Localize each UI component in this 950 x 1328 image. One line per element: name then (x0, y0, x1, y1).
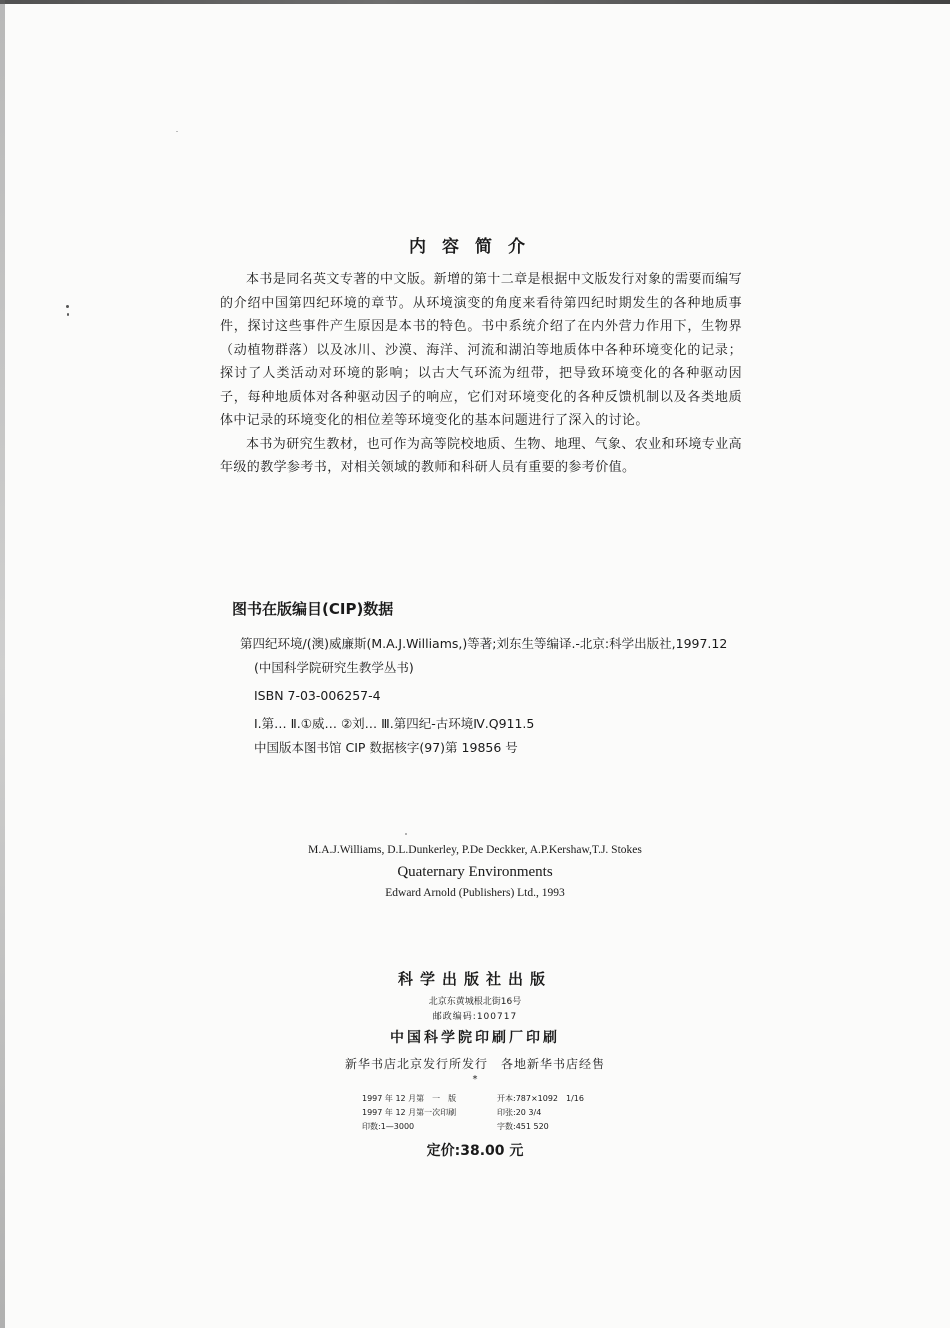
summary-text (220, 268, 742, 480)
cip-entry: 第四纪环境/(澳)威廉斯(M.A.J.Williams,)等著;刘东生等编译.-北京:科学出版社,1997.12 (240, 636, 728, 651)
cip-isbn: ISBN 7-03-006257-4 (254, 688, 381, 703)
spec-sheets: 印张:20 3/4 (497, 1108, 542, 1117)
scan-speck (176, 131, 178, 132)
original-title: Quaternary Environments (397, 864, 553, 880)
cip-block (220, 632, 742, 760)
original-authors: M.A.J.Williams, D.L.Dunkerley, P.De Deckker, A.P.Kershaw,T.J. Stokes (308, 844, 642, 856)
original-edition-block (0, 844, 950, 899)
page-top-edge (0, 0, 950, 4)
scan-speck (66, 305, 69, 308)
scan-speck (67, 313, 69, 316)
scan-speck (405, 833, 407, 835)
distribution-line: 新华书店北京发行所发行 各地新华书店经售 (344, 1057, 605, 1071)
cip-title: 图书在版编目(CIP)数据 (232, 600, 394, 618)
cip-record-number: 中国版本图书馆 CIP 数据核字(97)第 19856 号 (254, 740, 518, 755)
spec-format: 开本:787×1092 1/16 (497, 1094, 584, 1103)
original-publisher: Edward Arnold (Publishers) Ltd., 1993 (385, 887, 565, 899)
spec-edition: 1997 年 12 月第 一 版 (362, 1094, 457, 1103)
cip-classification: Ⅰ.第… Ⅱ.①威… ②刘… Ⅲ.第四纪-古环境Ⅳ.Q911.5 (254, 716, 535, 731)
printer-name: 中国科学院印刷厂印刷 (390, 1030, 560, 1046)
summary-paragraph-1: 本书是同名英文专著的中文版。新增的第十二章是根据中文版发行对象的需要而编写的介绍中国第四纪环境的章节。从环境演变的角度来看待第四纪时期发生的各种地质事件，探讨这些事件产生原因是本书的特色。书中系统介绍了在内外营力作用下，生物界（动植物群落）以及冰川、沙漠、海洋、河流和湖泊等地质体中各种环境变化的记录；探讨了人类活动对环境的影响；以古大气环流为纽带，把导致环境变化的各种驱动因子，每种地质体对各种驱动因子的响应，它们对环境变化的各种反馈机制以及各类地质体中记录的环境变化的相位差等环境变化的基本问题进行了深入的讨论。 (220, 272, 742, 428)
publisher-name: 科学出版社出版 (397, 970, 552, 988)
postal-code: 邮政编码:100717 (432, 1012, 518, 1022)
edition-specs (362, 1092, 622, 1134)
publisher-address: 北京东黄城根北街16号 (428, 997, 522, 1007)
page-left-edge (0, 0, 5, 1328)
spec-row (362, 1092, 622, 1106)
imprint-block (0, 968, 950, 1085)
separator-star: * (472, 1074, 478, 1085)
spec-print-run: 印数:1—3000 (362, 1122, 415, 1131)
cip-series: (中国科学院研究生教学丛书) (254, 660, 414, 675)
spec-row (362, 1120, 622, 1134)
price: 定价:38.00 元 (426, 1143, 524, 1159)
spec-word-count: 字数:451 520 (497, 1122, 549, 1131)
spec-printing: 1997 年 12 月第一次印刷 (362, 1108, 457, 1117)
spec-row (362, 1106, 622, 1120)
summary-heading: 内容简介 (409, 237, 541, 257)
summary-paragraph-2: 本书为研究生教材，也可作为高等院校地质、生物、地理、气象、农业和环境专业高年级的教学参考书，对相关领域的教师和科研人员有重要的参考价值。 (220, 436, 742, 475)
